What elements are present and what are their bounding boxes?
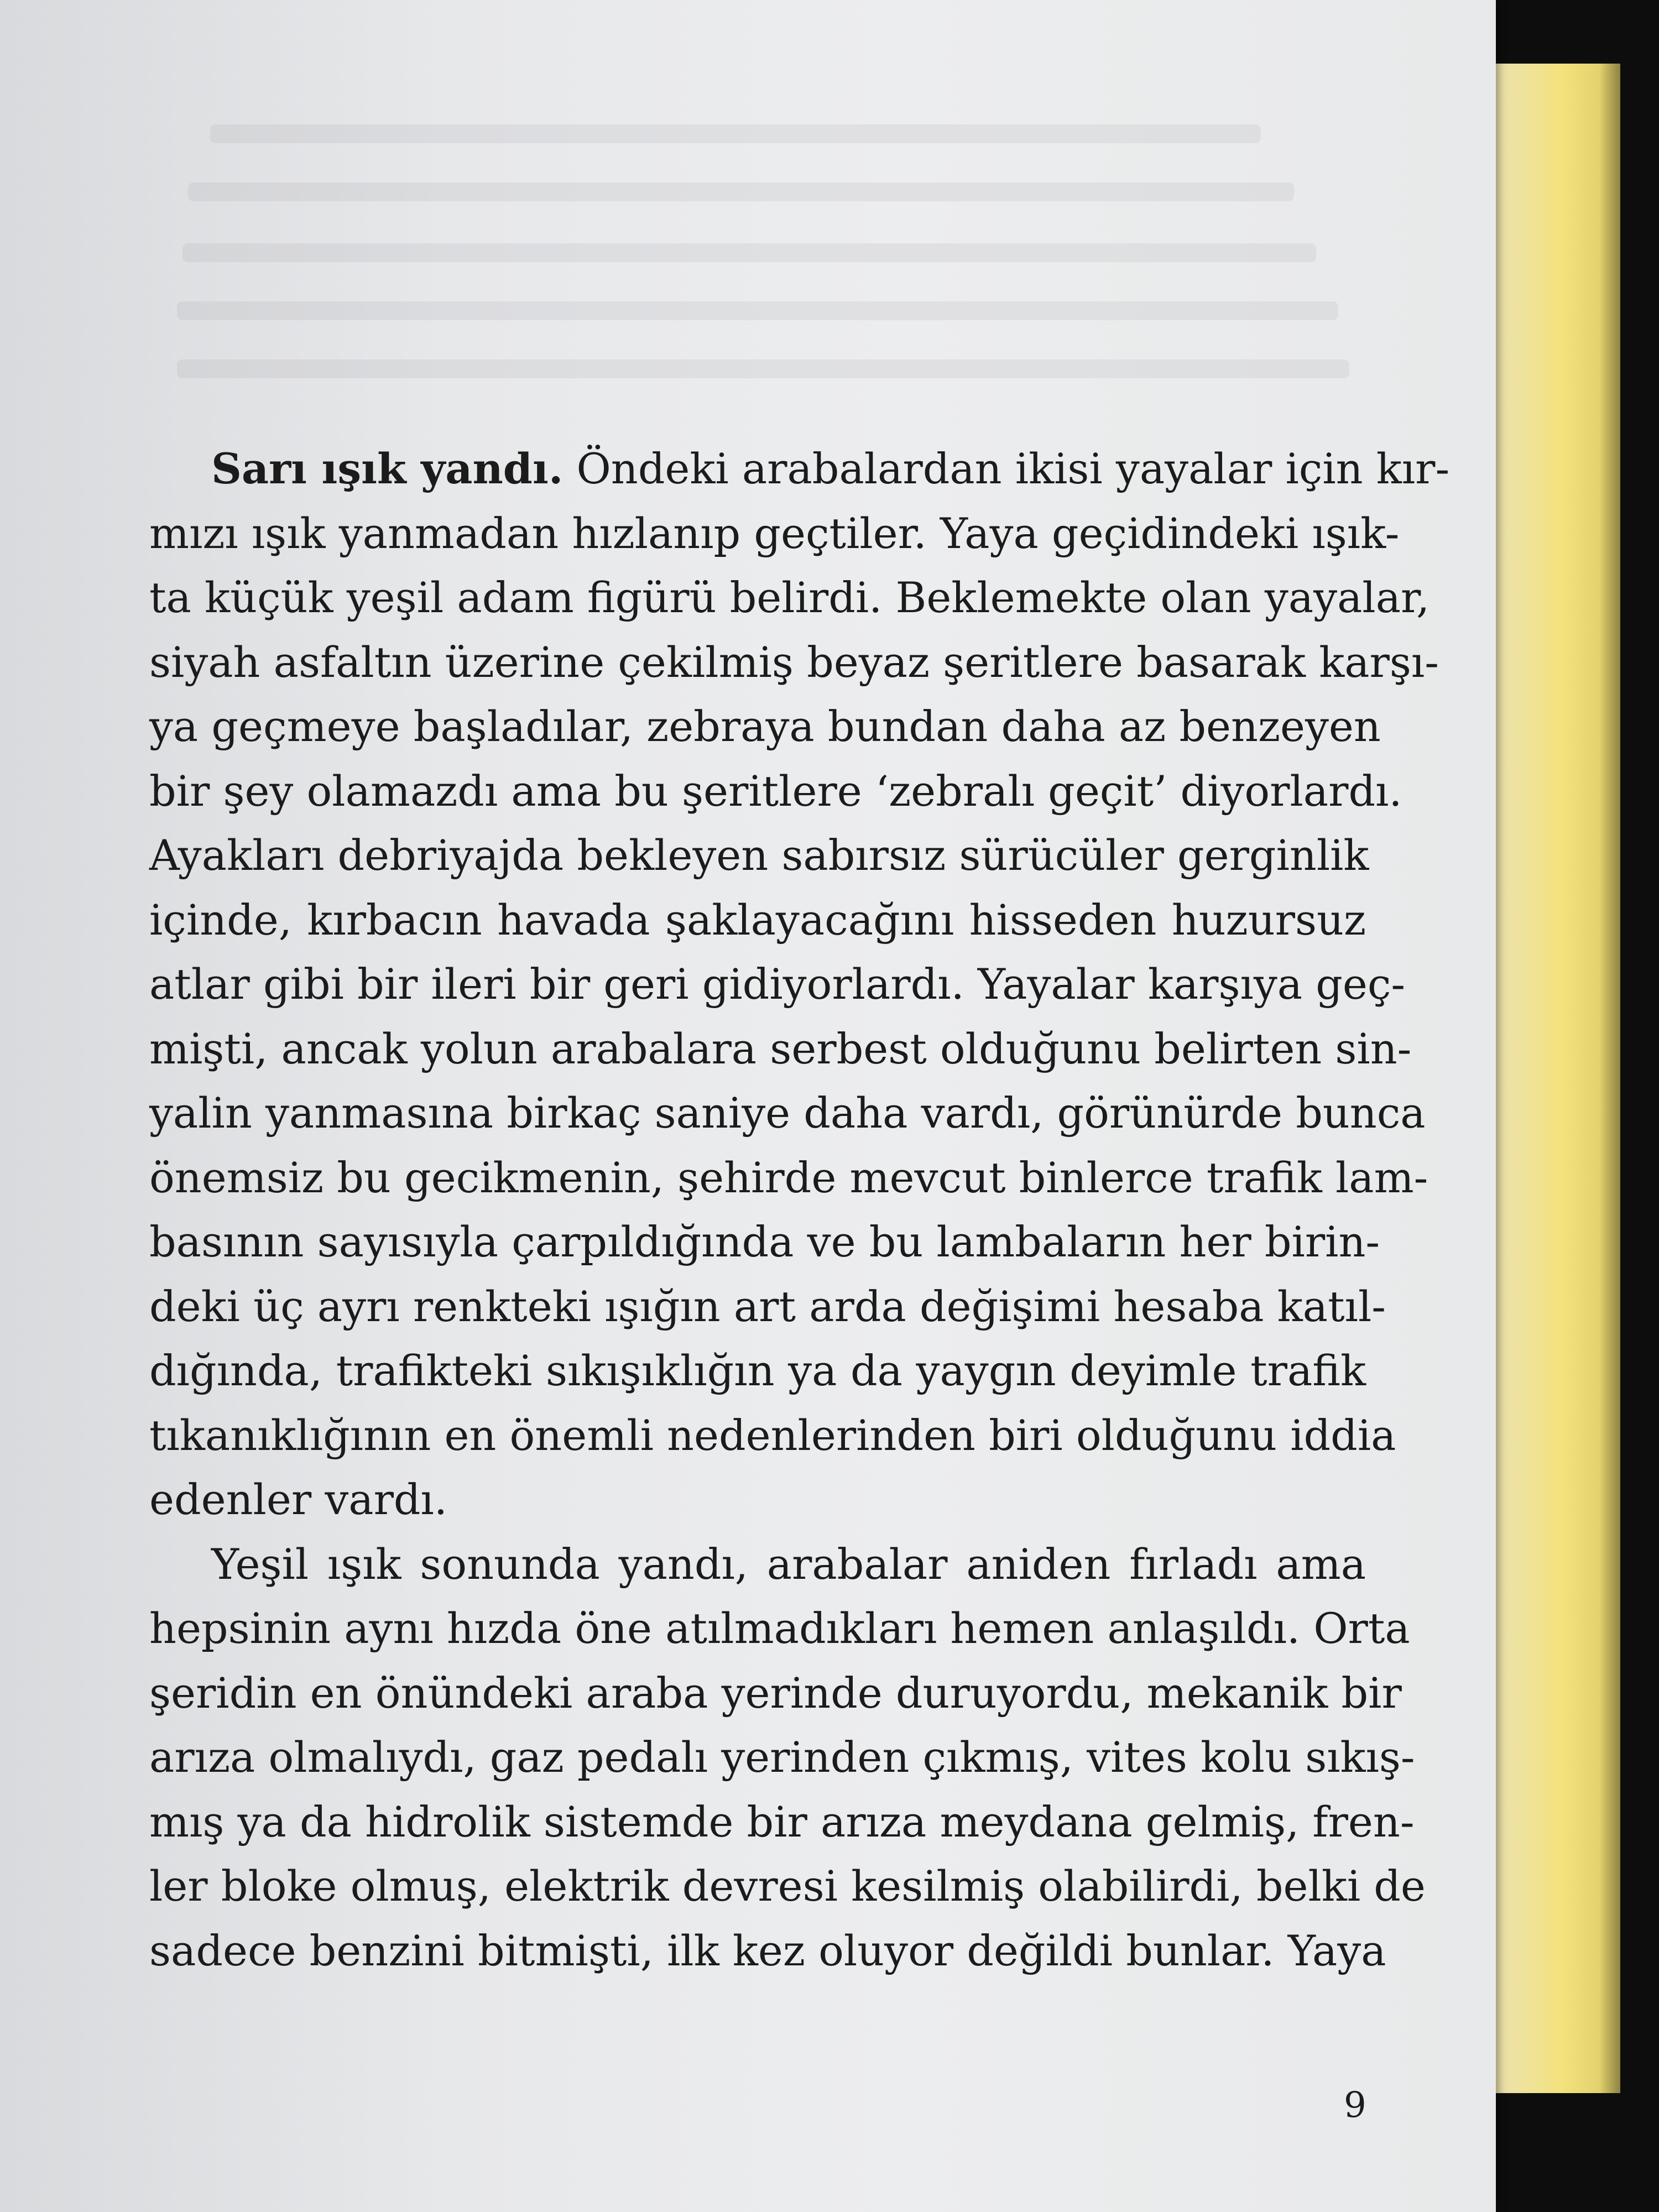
- book-page-edge: [1477, 64, 1620, 2093]
- text-line: yalin yanmasına birkaç saniye daha vardı, görünürde bunca: [149, 1088, 1426, 1138]
- text-line: sadece benzini bitmişti, ilk kez oluyor değildi bunlar. Yaya: [149, 1926, 1386, 1975]
- show-through-line: [177, 359, 1349, 378]
- text-line: mızı ışık yanmadan hızlanıp geçtiler. Yaya geçidindeki ışık-: [149, 508, 1400, 558]
- bold-lead-in: Sarı ışık yandı.: [211, 444, 564, 493]
- text-line: tıkanıklığının en önemli nedenlerinden biri olduğunu iddia: [149, 1410, 1396, 1460]
- text-line: Ayakları debriyajda bekleyen sabırsız sürücüler gerginlik: [149, 831, 1369, 880]
- text-line: şeridin en önündeki araba yerinde duruyordu, mekanik bir: [149, 1668, 1402, 1718]
- text-line: mış ya da hidrolik sistemde bir arıza meydana gelmiş, fren-: [149, 1797, 1415, 1846]
- body-text: [149, 437, 1450, 1983]
- text-line: Yeşil ışık sonunda yandı, arabalar aniden fırladı ama: [211, 1539, 1366, 1589]
- text-line: hepsinin aynı hızda öne atılmadıkları hemen anlaşıldı. Orta: [149, 1604, 1410, 1653]
- page-edge-shadow: [1599, 64, 1620, 2093]
- text-line: bir şey olamazdı ama bu şeritlere ‘zebralı geçit’ diyorlardı.: [149, 766, 1402, 816]
- page-number: 9: [1344, 2085, 1366, 2126]
- first-line-rest: Öndeki arabalardan ikisi yayalar için kır-: [563, 444, 1450, 493]
- text-line: ta küçük yeşil adam figürü belirdi. Beklemekte olan yayalar,: [149, 573, 1430, 622]
- text-line-1: [149, 437, 1450, 502]
- text-line: mişti, ancak yolun arabalara serbest olduğunu belirten sin-: [149, 1024, 1412, 1073]
- show-through-line: [182, 243, 1316, 262]
- text-line: dığında, trafikteki sıkışıklığın ya da yaygın deyimle trafik: [149, 1346, 1366, 1395]
- text-line: önemsiz bu gecikmenin, şehirde mevcut binlerce trafik lam-: [149, 1152, 1428, 1202]
- show-through-line: [188, 182, 1294, 201]
- text-line: ya geçmeye başladılar, zebraya bundan daha az benzeyen: [149, 702, 1381, 751]
- show-through-line: [177, 301, 1338, 320]
- text-line: ler bloke olmuş, elektrik devresi kesilmiş olabilirdi, belki de: [149, 1861, 1426, 1911]
- text-line: içinde, kırbacın havada şaklayacağını hisseden huzursuz: [149, 895, 1366, 945]
- show-through-line: [210, 124, 1261, 143]
- text-line: edenler vardı.: [149, 1475, 448, 1524]
- text-line: deki üç ayrı renkteki ışığın art arda değişimi hesaba katıl-: [149, 1281, 1386, 1331]
- text-line: basının sayısıyla çarpıldığında ve bu lambaların her birin-: [149, 1217, 1380, 1266]
- text-line: siyah asfaltın üzerine çekilmiş beyaz şeritlere basarak karşı-: [149, 637, 1439, 687]
- text-line: atlar gibi bir ileri bir geri gidiyorlardı. Yayalar karşıya geç-: [149, 959, 1406, 1009]
- text-line: arıza olmalıydı, gaz pedalı yerinden çıkmış, vites kolu sıkış-: [149, 1733, 1415, 1782]
